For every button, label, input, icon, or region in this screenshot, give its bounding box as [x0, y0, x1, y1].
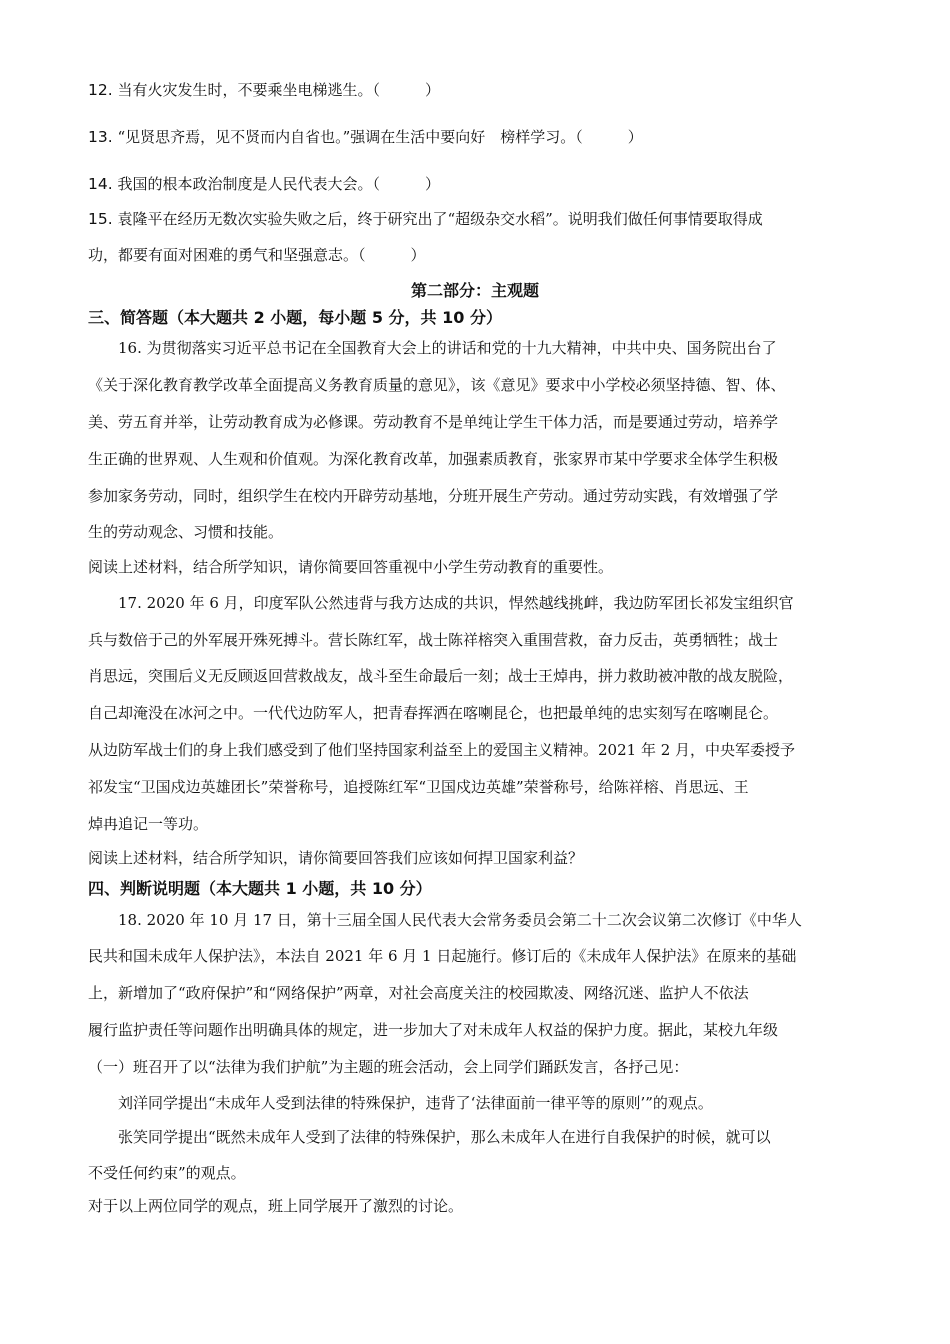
- item-number: 15.: [88, 210, 113, 228]
- q16-line: 参加家务劳动，同时，组织学生在校内开辟劳动基地，分班开展生产劳动。通过劳动实践，有效增强了学: [88, 487, 779, 505]
- q16-question: 阅读上述材料，结合所学知识，请你简要回答重视中小学生劳动教育的重要性。: [88, 558, 614, 576]
- section-heading: 四、判断说明题（本大题共 1 小题，共 10 分）: [88, 879, 432, 898]
- q17-question: 阅读上述材料，结合所学知识，请你简要回答我们应该如何捍卫国家利益？: [88, 849, 584, 867]
- item-15-continuation: 功，都要有面对困难的勇气和坚强意志。（ ）: [88, 246, 426, 264]
- section-heading: 三、简答题（本大题共 2 小题，每小题 5 分，共 10 分）: [88, 308, 502, 327]
- q18-line: 对于以上两位同学的观点，班上同学展开了激烈的讨论。: [88, 1197, 464, 1215]
- q16-line: 生的劳动观念、习惯和技能。: [88, 523, 284, 541]
- q18-line: 刘洋同学提出“未成年人受到法律的特殊保护，违背了‘法律面前一律平等的原则’”的观点。: [118, 1094, 713, 1112]
- item-text: 当有火灾发生时，不要乘坐电梯逃生。（ ）: [117, 81, 440, 99]
- q18-line: 履行监护责任等问题作出明确具体的规定，进一步加大了对未成年人权益的保护力度。据此，某校九年级: [88, 1021, 779, 1039]
- q17-line: 17. 2020 年 6 月，印度军队公然违背与我方达成的共识，悍然越线挑衅，我边防军团长祁发宝组织官: [118, 594, 794, 612]
- item-number: 13.: [88, 128, 113, 146]
- item-number: 14.: [88, 175, 113, 193]
- part-title: 第二部分：主观题: [410, 281, 539, 300]
- q16-line: 生正确的世界观、人生观和价值观。为深化教育改革，加强素质教育，张家界市某中学要求全体学生积极: [88, 450, 779, 468]
- q17-line: 焯冉追记一等功。: [88, 815, 209, 833]
- item-14: [88, 174, 868, 194]
- q18-line: 张笑同学提出“既然未成年人受到了法律的特殊保护，那么未成年人在进行自我保护的时候，就可以: [118, 1128, 771, 1146]
- item-15: [88, 209, 868, 229]
- item-number: 12.: [88, 81, 113, 99]
- q16-line: 美、劳五育并举，让劳动教育成为必修课。劳动教育不是单纯让学生干体力活，而是要通过劳动，培养学: [88, 413, 779, 431]
- q18-line: 18. 2020 年 10 月 17 日，第十三届全国人民代表大会常务委员会第二十二次会议第二次修订《中华人: [118, 911, 802, 929]
- q18-line: 上，新增加了“政府保护”和“网络保护”两章，对社会高度关注的校园欺凌、网络沉迷、监护人不依法: [88, 984, 749, 1002]
- q17-line: 肖思远，突围后义无反顾返回营救战友，战斗至生命最后一刻；战士王焯冉，拼力救助被冲散的战友脱险，: [88, 667, 794, 685]
- q17-line: 祁发宝“卫国戍边英雄团长”荣誉称号，追授陈红军“卫国戍边英雄”荣誉称号，给陈祥榕、肖思远、王: [88, 778, 749, 796]
- q16-line: 16. 为贯彻落实习近平总书记在全国教育大会上的讲话和党的十九大精神，中共中央、国务院出台了: [118, 339, 777, 357]
- q17-line: 兵与数倍于己的外军展开殊死搏斗。营长陈红军，战士陈祥榕突入重围营救，奋力反击，英勇牺牲；战士: [88, 631, 779, 649]
- q16-line: 《关于深化教育教学改革全面提高义务教育质量的意见》，该《意见》要求中小学校必须坚持德、智、体、: [88, 376, 786, 394]
- q17-line: 从边防军战士们的身上我们感受到了他们坚持国家利益至上的爱国主义精神。2021 年 2 月，中央军委授予: [88, 741, 796, 759]
- item-text: “见贤思齐焉，见不贤而内自省也。”强调在生活中要向好 榜样学习。（ ）: [117, 128, 643, 146]
- item-12: [88, 80, 868, 100]
- q18-line: 民共和国未成年人保护法》，本法自 2021 年 6 月 1 日起施行。修订后的《未成年人保护法》在原来的基础: [88, 947, 797, 965]
- item-text: 袁隆平在经历无数次实验失败之后，终于研究出了“超级杂交水稻”。说明我们做任何事情要取得成: [117, 210, 763, 228]
- q18-line: 不受任何约束”的观点。: [88, 1164, 246, 1182]
- q17-line: 自己却淹没在冰河之中。一代代边防军人，把青春挥洒在喀喇昆仑，也把最单纯的忠实刻写在喀喇昆仑。: [88, 704, 779, 722]
- q18-line: （一）班召开了以“法律为我们护航”为主题的班会活动，会上同学们踊跃发言，各抒己见：: [88, 1058, 689, 1076]
- item-13: [88, 127, 868, 147]
- item-text: 我国的根本政治制度是人民代表大会。（ ）: [117, 175, 440, 193]
